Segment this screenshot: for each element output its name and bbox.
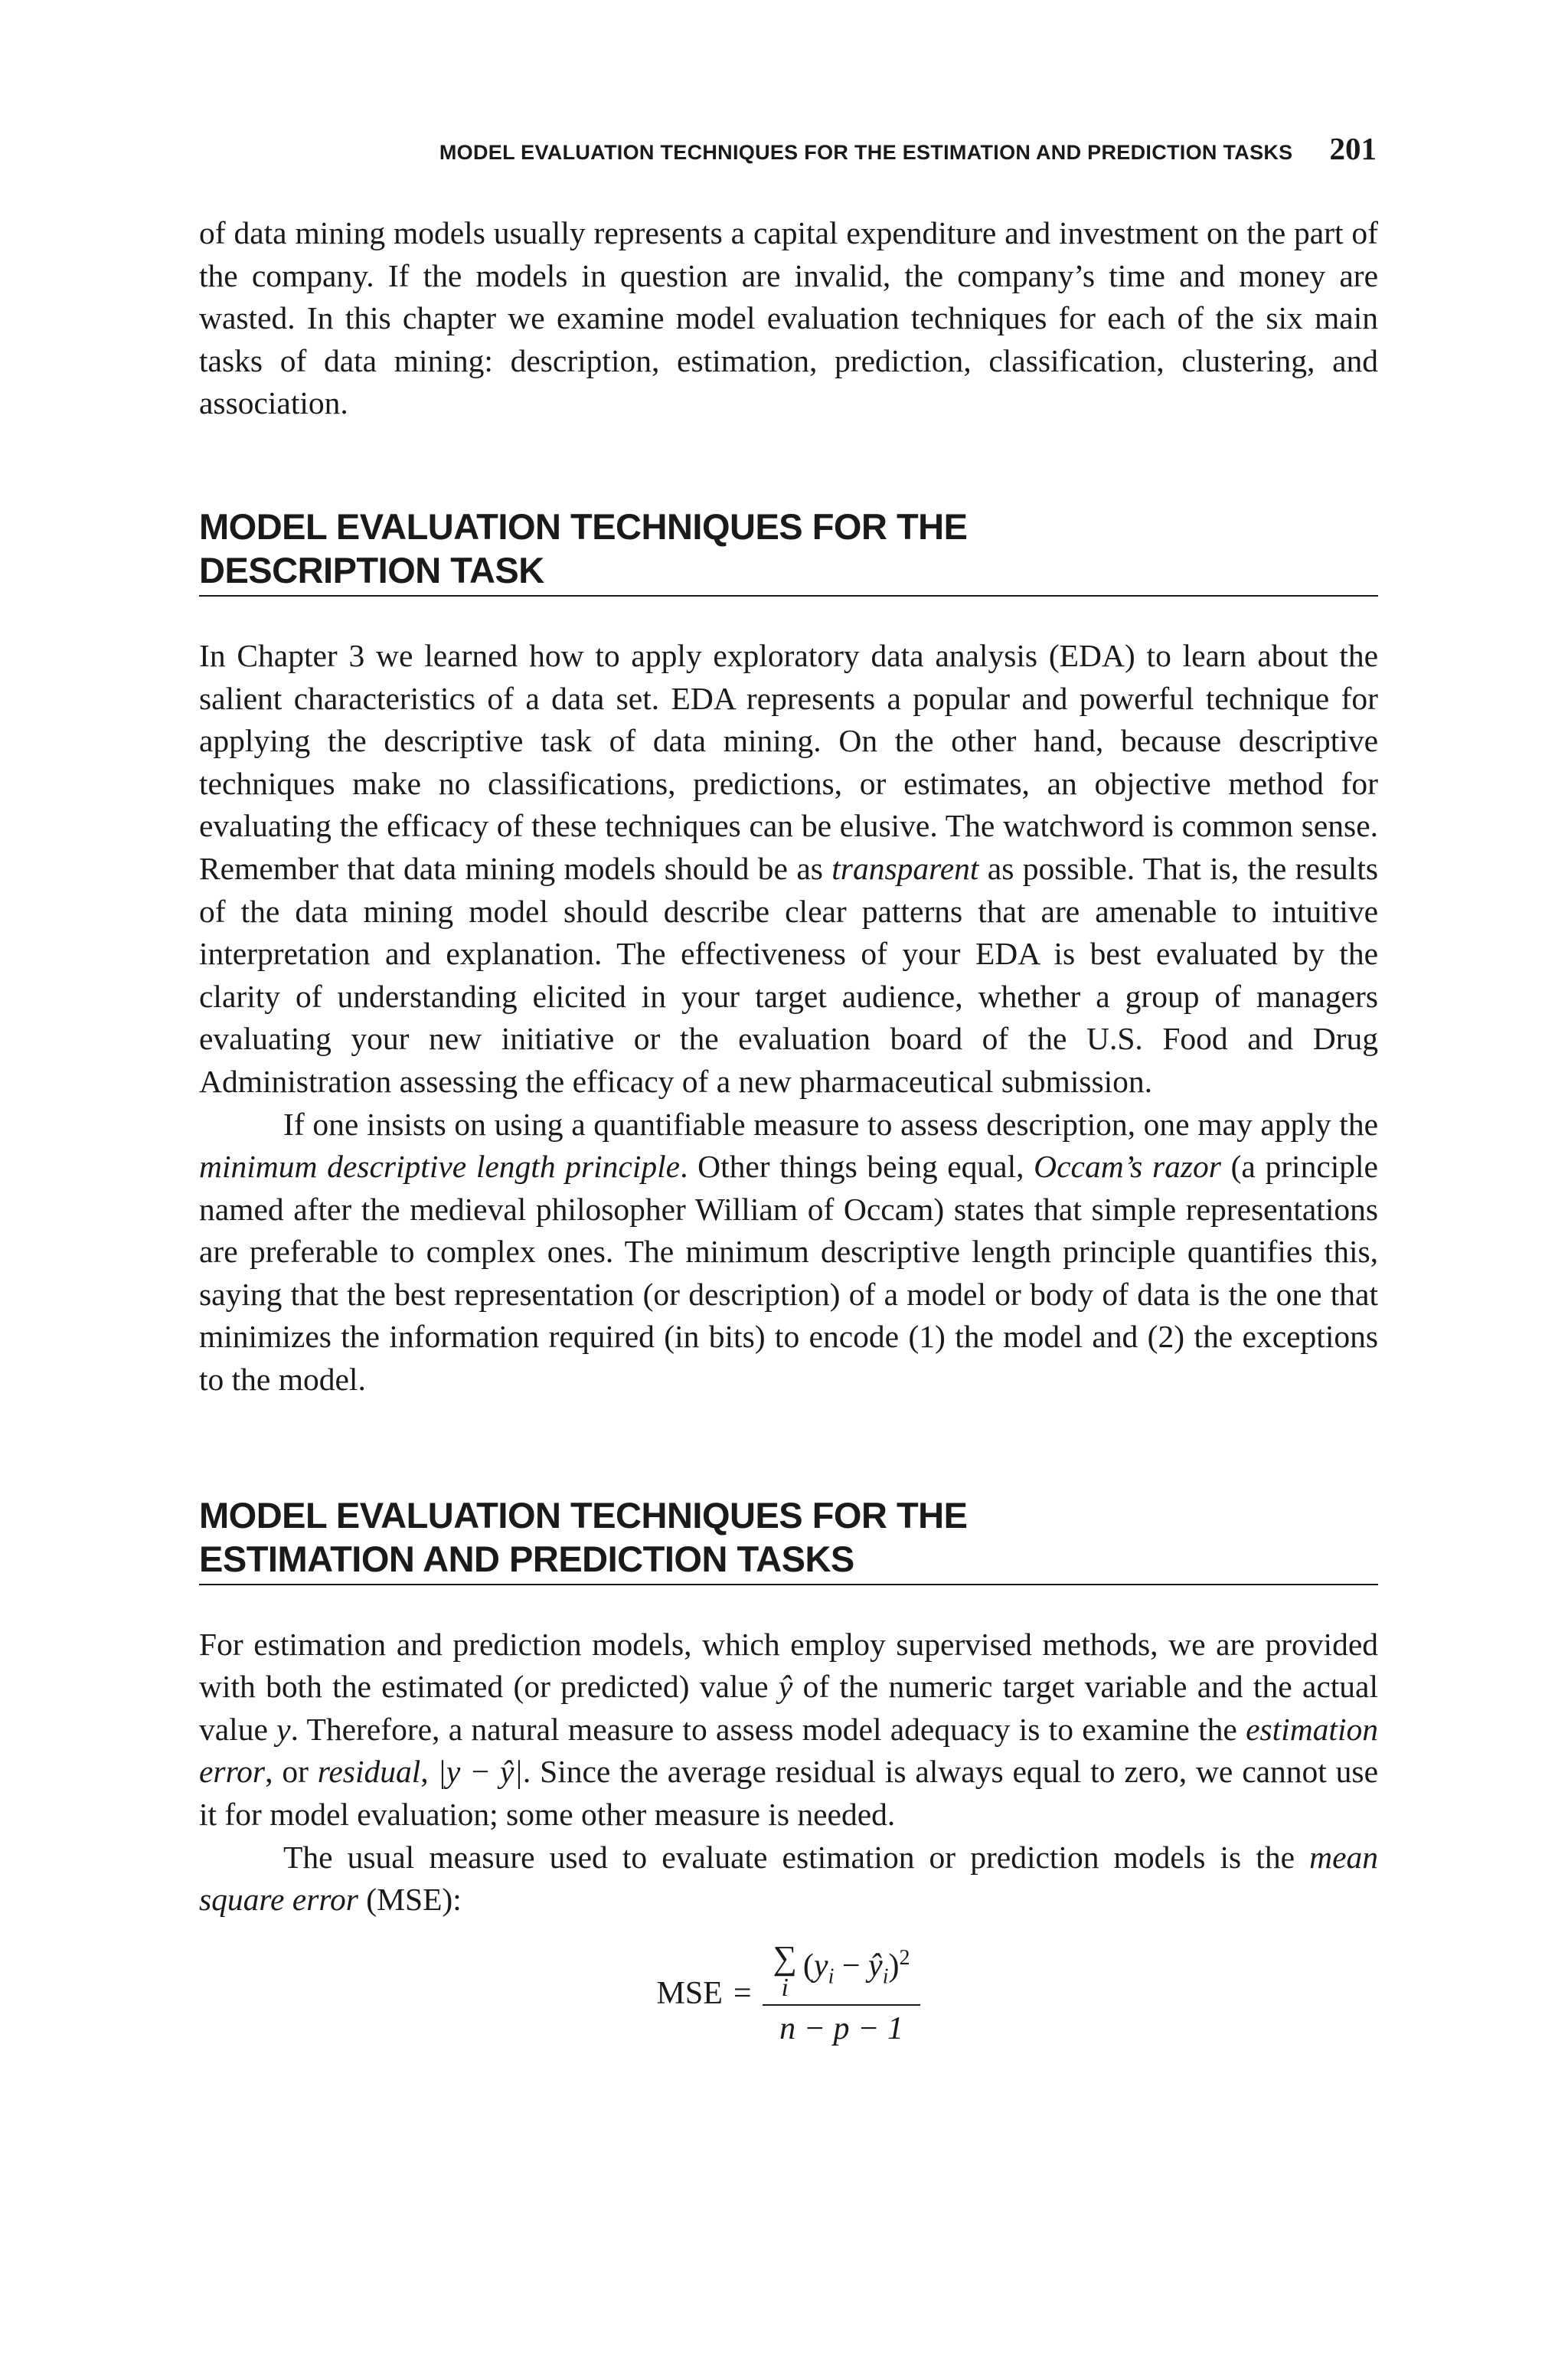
sum-index: i [781,1973,789,2002]
page-number: 201 [1329,131,1377,166]
minus-sign: − [834,1948,869,1984]
var-y: y [813,1948,828,1984]
summation [773,1938,797,2002]
fraction [763,1938,921,2047]
estimation-paragraph-2 [199,1837,1378,1922]
equation-lhs: MSE [656,1976,723,2012]
paren-open: ( [802,1948,814,1984]
numerator-expression [803,1941,910,1994]
section-heading-estimation [199,1493,1378,1585]
text-run: If one insists on using a quantifiable measure to assess description, one may apply the [283,1106,1378,1142]
page-body [199,212,1378,2047]
text-run: (MSE): [358,1882,462,1918]
emphasis-estimation-error: estimation error [199,1711,1378,1790]
heading-line: ESTIMATION AND PREDICTION TASKS [199,1538,854,1579]
text-run: , or [265,1754,318,1790]
intro-paragraph: of data mining models usually represents a capital expenditure and investment on the part of the company. If the models in question are invalid, the company’s time and money are wasted. In this chapter we examine model evaluation techniques for each of the six main tasks of data mining: description, estimation, prediction, classification, clustering, and association. [199,215,1378,421]
text-run: . Since the average residual is always equal to zero, we cannot use it for model evaluation; some other measure is needed. [199,1754,1379,1833]
sub-i: i [882,1964,889,1989]
emphasis-residual: residual [317,1754,421,1790]
emphasis-mse: mean square error [199,1839,1378,1918]
numerator [763,1938,921,2002]
text-run: (a principle named after the medieval philosopher William of Occam) states that simple representations are preferable to complex ones. The minimum descriptive length principle quantifies this, saying that the best representation (or description) of a model or body of data is the one that minimizes the information required (in bits) to encode (1) the model and (2) the exceptions to the model. [199,1149,1378,1398]
var-yhat: ŷ [868,1948,883,1984]
text-run: In Chapter 3 we learned how to apply exploratory data analysis (EDA) to learn about the salient characteristics of a data set. EDA represents a popular and powerful technique for applying the descriptive task of data mining. On the other hand, because descriptive techniques make no classifications, predictions, or estimates, an objective method for evaluating the efficacy of these techniques can be elusive. The watchword is common sense. Remember that data mining models should be as [199,637,1378,886]
running-head [199,130,1377,167]
sub-i: i [828,1964,835,1989]
denominator: n − p − 1 [779,2010,903,2046]
math-y: y [276,1711,291,1747]
sigma-symbol: ∑ [773,1938,797,1977]
text-run: as possible. That is, the results of the data mining model should describe clear patterns that are amenable to intuitive interpretation and explanation. The effectiveness of your EDA is best evaluated by the clarity of understanding elicited in your target audience, whether a group of managers evaluating your new initiative or the evaluation board of the U.S. Food and Drug Administration assessing the efficacy of a new pharmaceutical submission. [199,850,1378,1099]
math-yhat: ŷ [778,1669,793,1705]
section-heading-description [199,505,1378,597]
mse-equation [199,1938,1378,2047]
emphasis-mdl: minimum descriptive length principle [199,1149,681,1185]
estimation-paragraph-1 [199,1624,1378,1837]
heading-line: MODEL EVALUATION TECHNIQUES FOR THE [199,1494,968,1536]
emphasis-occams-razor: Occam’s razor [1034,1149,1221,1185]
heading-line: MODEL EVALUATION TECHNIQUES FOR THE [199,505,968,547]
description-paragraph-1 [199,635,1378,1104]
math-residual: |y − ŷ| [437,1754,523,1790]
fraction-bar [763,2004,921,2006]
equals-sign: = [733,1976,752,2012]
description-paragraph-2 [199,1104,1378,1402]
text-run: of the numeric target variable and the actual value [199,1669,1378,1747]
text-run: . Other things being equal, [680,1149,1034,1185]
paren-close: ) [888,1948,900,1984]
text-run: The usual measure used to evaluate estimation or prediction models is the [283,1839,1310,1875]
running-title: MODEL EVALUATION TECHNIQUES FOR THE ESTIMATION AND PREDICTION TASKS [439,141,1293,164]
exponent: 2 [899,1945,910,1970]
text-run: For estimation and prediction models, which employ supervised methods, we are provided with both the estimated (or predicted) value [199,1626,1378,1705]
text-run: . Therefore, a natural measure to assess model adequacy is to examine the [290,1711,1246,1747]
emphasis-transparent: transparent [831,850,979,886]
text-run: , [420,1754,438,1790]
heading-line: DESCRIPTION TASK [199,549,544,590]
